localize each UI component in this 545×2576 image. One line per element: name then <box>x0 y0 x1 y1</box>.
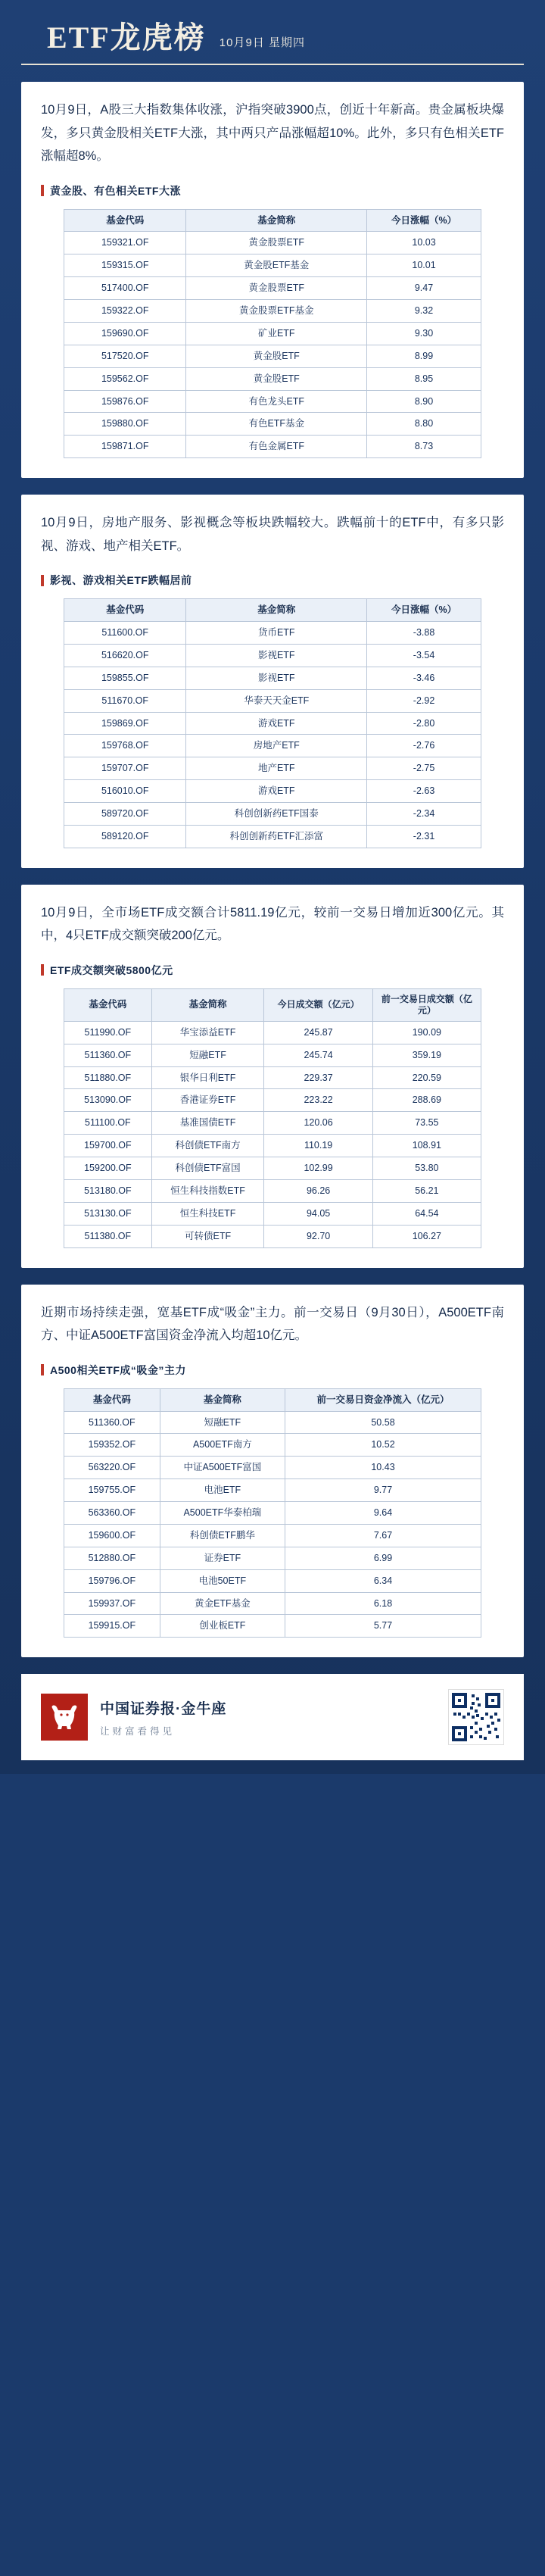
cell-value: 6.34 <box>285 1569 481 1592</box>
cell-value: -2.75 <box>367 757 481 780</box>
cell-name: 黄金股票ETF基金 <box>186 300 367 323</box>
cell-value: -2.80 <box>367 712 481 735</box>
cell-value: 9.32 <box>367 300 481 323</box>
section-lede: 10月9日，A股三大指数集体收涨，沪指突破3900点，创近十年新高。贵金属板块爆发，多只黄金股相关ETF大涨，其中两只产品涨幅超10%。此外，多只有色相关ETF涨幅超8%。 <box>41 103 504 164</box>
section-heading-label: 影视、游戏相关ETF跌幅居前 <box>50 574 192 587</box>
cell-value: 10.01 <box>367 254 481 277</box>
cell-code: 511600.OF <box>64 622 186 645</box>
cell-name: 电池50ETF <box>160 1569 285 1592</box>
table-row <box>64 300 481 323</box>
column-header-code: 基金代码 <box>64 599 186 622</box>
page-footer <box>21 1674 524 1760</box>
qr-code-icon[interactable] <box>448 1689 504 1745</box>
cell-value-today: 94.05 <box>264 1202 372 1225</box>
cell-value: 8.80 <box>367 413 481 436</box>
cell-code: 513090.OF <box>64 1089 152 1112</box>
cell-code: 516010.OF <box>64 780 186 803</box>
cell-code: 159869.OF <box>64 712 186 735</box>
accent-bar-icon <box>41 575 44 586</box>
table-row <box>64 1089 481 1112</box>
cell-name: 游戏ETF <box>186 712 367 735</box>
cell-code: 159876.OF <box>64 390 186 413</box>
table-row <box>64 735 481 757</box>
table-row <box>64 644 481 667</box>
cell-code: 589720.OF <box>64 803 186 826</box>
cell-name: A500ETF南方 <box>160 1434 285 1457</box>
cell-name: 游戏ETF <box>186 780 367 803</box>
table-row <box>64 1434 481 1457</box>
section-lede: 10月9日，全市场ETF成交额合计5811.19亿元，较前一交易日增加近300亿元。其中，4只ETF成交额突破200亿元。 <box>41 905 504 943</box>
cell-code: 159352.OF <box>64 1434 160 1457</box>
bull-icon <box>41 1694 88 1741</box>
column-header-turnover-prev: 前一交易日成交额（亿元） <box>372 988 481 1021</box>
cell-code: 159200.OF <box>64 1157 152 1180</box>
table-row <box>64 1021 481 1044</box>
cell-code: 159600.OF <box>64 1524 160 1547</box>
cell-value-prev: 288.69 <box>372 1089 481 1112</box>
section-card-4 <box>21 1285 524 1658</box>
table-header-row <box>64 209 481 232</box>
cell-name: 货币ETF <box>186 622 367 645</box>
cell-code: 513130.OF <box>64 1202 152 1225</box>
cell-code: 511880.OF <box>64 1066 152 1089</box>
cell-value-today: 102.99 <box>264 1157 372 1180</box>
cell-code: 563360.OF <box>64 1502 160 1525</box>
cell-value-prev: 73.55 <box>372 1112 481 1135</box>
cell-name: 黄金股ETF <box>186 367 367 390</box>
table-row <box>64 1179 481 1202</box>
cell-value: -3.46 <box>367 667 481 689</box>
cell-name: 电池ETF <box>160 1479 285 1502</box>
cell-value: 9.64 <box>285 1502 481 1525</box>
data-table-3 <box>64 988 481 1248</box>
cell-value-today: 223.22 <box>264 1089 372 1112</box>
cell-code: 159915.OF <box>64 1615 160 1638</box>
column-header-code: 基金代码 <box>64 988 152 1021</box>
table-row <box>64 1225 481 1247</box>
cell-name: 科创创新药ETF国泰 <box>186 803 367 826</box>
cell-value: 8.95 <box>367 367 481 390</box>
cell-value: 5.77 <box>285 1615 481 1638</box>
table-row <box>64 1547 481 1569</box>
cell-value-today: 110.19 <box>264 1135 372 1157</box>
cell-name: 基准国债ETF <box>151 1112 264 1135</box>
section-heading <box>41 963 504 978</box>
cell-name: 影视ETF <box>186 667 367 689</box>
cell-value: 9.47 <box>367 277 481 300</box>
table-row <box>64 436 481 458</box>
table-row <box>64 803 481 826</box>
column-header-name: 基金简称 <box>186 209 367 232</box>
cell-value: -2.92 <box>367 689 481 712</box>
table-row <box>64 413 481 436</box>
column-header-turnover-today: 今日成交额（亿元） <box>264 988 372 1021</box>
column-header-name: 基金简称 <box>151 988 264 1021</box>
cell-value-today: 120.06 <box>264 1112 372 1135</box>
data-table-1 <box>64 209 481 459</box>
footer-title: 中国证券报·金牛座 <box>100 1700 227 1717</box>
cell-name: 短融ETF <box>160 1411 285 1434</box>
cell-value: 10.52 <box>285 1434 481 1457</box>
table-row <box>64 345 481 367</box>
section-card-2 <box>21 495 524 868</box>
cell-value-prev: 64.54 <box>372 1202 481 1225</box>
cell-value: -3.88 <box>367 622 481 645</box>
section-card-1 <box>21 82 524 478</box>
cell-value: 8.99 <box>367 345 481 367</box>
cell-value: 8.73 <box>367 436 481 458</box>
table-row <box>64 1157 481 1180</box>
cell-value-today: 245.87 <box>264 1021 372 1044</box>
table-row <box>64 1457 481 1479</box>
cell-name: 中证A500ETF富国 <box>160 1457 285 1479</box>
cell-name: 地产ETF <box>186 757 367 780</box>
accent-bar-icon <box>41 185 44 196</box>
cell-value: 9.30 <box>367 322 481 345</box>
cell-name: 证券ETF <box>160 1547 285 1569</box>
cell-code: 511100.OF <box>64 1112 152 1135</box>
cell-name: 黄金股ETF <box>186 345 367 367</box>
cell-value: 9.77 <box>285 1479 481 1502</box>
cell-value-today: 96.26 <box>264 1179 372 1202</box>
accent-bar-icon <box>41 1364 44 1375</box>
column-header-code: 基金代码 <box>64 209 186 232</box>
cell-name: 可转债ETF <box>151 1225 264 1247</box>
column-header-netinflow: 前一交易日资金净流入（亿元） <box>285 1388 481 1411</box>
section-lede: 近期市场持续走强，宽基ETF成“吸金”主力。前一交易日（9月30日），A500ETF南方、中证A500ETF富国资金净流入均超10亿元。 <box>41 1305 504 1343</box>
cell-name: 黄金ETF基金 <box>160 1592 285 1615</box>
cell-name: 科创创新药ETF汇添富 <box>186 825 367 848</box>
table-row <box>64 1112 481 1135</box>
cell-code: 159707.OF <box>64 757 186 780</box>
column-header-name: 基金简称 <box>160 1388 285 1411</box>
table-row <box>64 390 481 413</box>
cell-name: 科创债ETF鹏华 <box>160 1524 285 1547</box>
cell-code: 159690.OF <box>64 322 186 345</box>
cell-value-prev: 190.09 <box>372 1021 481 1044</box>
table-row <box>64 825 481 848</box>
footer-text <box>100 1697 226 1738</box>
cell-name: 华宝添益ETF <box>151 1021 264 1044</box>
cell-value-today: 245.74 <box>264 1044 372 1066</box>
page-date: 10月9日 星期四 <box>219 36 305 49</box>
cell-name: 华泰天天金ETF <box>186 689 367 712</box>
cell-value-prev: 359.19 <box>372 1044 481 1066</box>
cell-name: 矿业ETF <box>186 322 367 345</box>
cell-code: 159700.OF <box>64 1135 152 1157</box>
cell-value: -3.54 <box>367 644 481 667</box>
page-title: ETF龙虎榜 <box>47 20 206 55</box>
section-heading-label: A500相关ETF成“吸金”主力 <box>50 1363 186 1376</box>
cell-value-today: 92.70 <box>264 1225 372 1247</box>
column-header-change: 今日涨幅（%） <box>367 599 481 622</box>
cell-code: 159315.OF <box>64 254 186 277</box>
cell-name: 影视ETF <box>186 644 367 667</box>
table-row <box>64 1569 481 1592</box>
table-row <box>64 1524 481 1547</box>
table-row <box>64 667 481 689</box>
table-row <box>64 689 481 712</box>
section-lede: 10月9日，房地产服务、影视概念等板块跌幅较大。跌幅前十的ETF中，有多只影视、游戏、地产相关ETF。 <box>41 516 504 553</box>
cell-code: 159322.OF <box>64 300 186 323</box>
cell-value: 6.99 <box>285 1547 481 1569</box>
cell-code: 159880.OF <box>64 413 186 436</box>
table-row <box>64 254 481 277</box>
section-card-3 <box>21 885 524 1268</box>
table-row <box>64 780 481 803</box>
cell-code: 511670.OF <box>64 689 186 712</box>
footer-subtitle: 让财富看得见 <box>100 1725 176 1737</box>
cell-value: 7.67 <box>285 1524 481 1547</box>
table-row <box>64 622 481 645</box>
cell-code: 517520.OF <box>64 345 186 367</box>
table-row <box>64 367 481 390</box>
table-row <box>64 1044 481 1066</box>
cell-value-prev: 56.21 <box>372 1179 481 1202</box>
table-row <box>64 277 481 300</box>
cell-code: 511380.OF <box>64 1225 152 1247</box>
cell-name: 有色龙头ETF <box>186 390 367 413</box>
cell-value: -2.34 <box>367 803 481 826</box>
cell-code: 589120.OF <box>64 825 186 848</box>
cell-name: 黄金股票ETF <box>186 232 367 254</box>
cell-name: 短融ETF <box>151 1044 264 1066</box>
column-header-change: 今日涨幅（%） <box>367 209 481 232</box>
table-row <box>64 1202 481 1225</box>
section-heading <box>41 183 504 198</box>
table-row <box>64 1066 481 1089</box>
cell-name: 黄金股票ETF <box>186 277 367 300</box>
cell-value: -2.76 <box>367 735 481 757</box>
data-table-4 <box>64 1388 481 1638</box>
cell-name: 银华日利ETF <box>151 1066 264 1089</box>
cell-value: 8.90 <box>367 390 481 413</box>
cell-code: 159562.OF <box>64 367 186 390</box>
cell-name: 科创债ETF富国 <box>151 1157 264 1180</box>
cell-value-prev: 106.27 <box>372 1225 481 1247</box>
cell-code: 516620.OF <box>64 644 186 667</box>
cell-name: 创业板ETF <box>160 1615 285 1638</box>
cell-value-prev: 220.59 <box>372 1066 481 1089</box>
cell-code: 159768.OF <box>64 735 186 757</box>
cell-value: 6.18 <box>285 1592 481 1615</box>
cell-code: 159796.OF <box>64 1569 160 1592</box>
section-heading-label: 黄金股、有色相关ETF大涨 <box>50 184 181 197</box>
cell-value: 50.58 <box>285 1411 481 1434</box>
table-row <box>64 1135 481 1157</box>
table-row <box>64 1479 481 1502</box>
cell-name: A500ETF华泰柏瑞 <box>160 1502 285 1525</box>
section-heading <box>41 573 504 588</box>
accent-bar-icon <box>41 964 44 976</box>
cell-name: 有色ETF基金 <box>186 413 367 436</box>
table-row <box>64 1411 481 1434</box>
column-header-name: 基金简称 <box>186 599 367 622</box>
cell-code: 159755.OF <box>64 1479 160 1502</box>
cell-value: 10.43 <box>285 1457 481 1479</box>
cell-code: 513180.OF <box>64 1179 152 1202</box>
data-table-2 <box>64 598 481 848</box>
table-row <box>64 1615 481 1638</box>
cell-value: 10.03 <box>367 232 481 254</box>
cell-value-today: 229.37 <box>264 1066 372 1089</box>
footer-brand <box>41 1694 226 1741</box>
cell-code: 512880.OF <box>64 1547 160 1569</box>
column-header-code: 基金代码 <box>64 1388 160 1411</box>
table-header-row <box>64 599 481 622</box>
cell-code: 159321.OF <box>64 232 186 254</box>
table-row <box>64 1502 481 1525</box>
cell-name: 房地产ETF <box>186 735 367 757</box>
section-heading-label: ETF成交额突破5800亿元 <box>50 963 173 976</box>
cell-code: 159937.OF <box>64 1592 160 1615</box>
cell-name: 科创债ETF南方 <box>151 1135 264 1157</box>
page-header <box>21 0 524 65</box>
section-heading <box>41 1363 504 1378</box>
cell-code: 511360.OF <box>64 1044 152 1066</box>
cell-code: 563220.OF <box>64 1457 160 1479</box>
cell-value-prev: 108.91 <box>372 1135 481 1157</box>
table-row <box>64 712 481 735</box>
table-row <box>64 1592 481 1615</box>
table-header-row <box>64 988 481 1021</box>
cell-code: 511360.OF <box>64 1411 160 1434</box>
table-row <box>64 232 481 254</box>
table-header-row <box>64 1388 481 1411</box>
table-row <box>64 322 481 345</box>
table-row <box>64 757 481 780</box>
cell-name: 黄金股ETF基金 <box>186 254 367 277</box>
cell-name: 香港证券ETF <box>151 1089 264 1112</box>
cell-name: 有色金属ETF <box>186 436 367 458</box>
cell-name: 恒生科技指数ETF <box>151 1179 264 1202</box>
cell-code: 511990.OF <box>64 1021 152 1044</box>
cell-value: -2.63 <box>367 780 481 803</box>
cell-code: 517400.OF <box>64 277 186 300</box>
cell-value: -2.31 <box>367 825 481 848</box>
cell-name: 恒生科技ETF <box>151 1202 264 1225</box>
cell-code: 159855.OF <box>64 667 186 689</box>
cell-value-prev: 53.80 <box>372 1157 481 1180</box>
cell-code: 159871.OF <box>64 436 186 458</box>
